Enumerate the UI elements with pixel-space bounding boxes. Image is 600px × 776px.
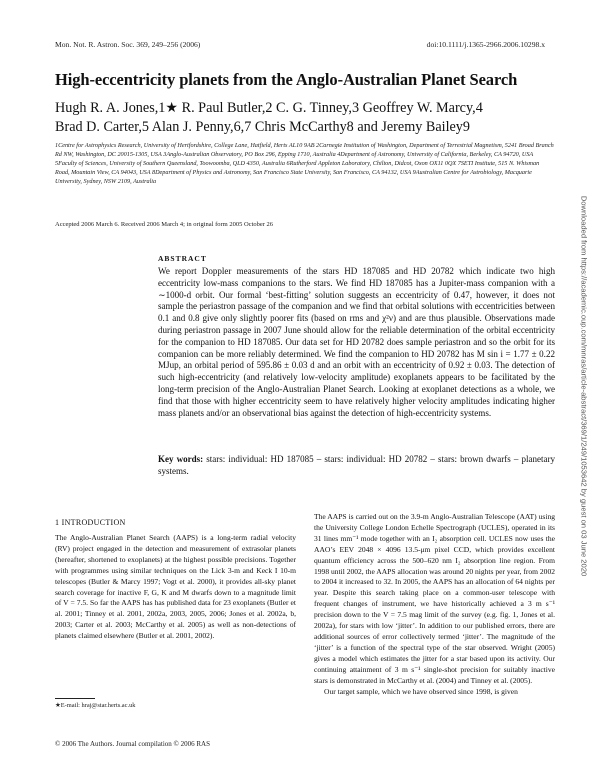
author-line-2: Brad D. Carter,5 Alan J. Penny,6,7 Chris McCarthy8 and Jeremy Bailey9 [55, 119, 470, 135]
section-heading-introduction: 1 INTRODUCTION [55, 518, 126, 527]
footnote-email: ★E-mail: hraj@star.herts.ac.uk [55, 702, 136, 709]
intro-column-1 [55, 533, 296, 642]
affiliations: 1Centre for Astrophysics Research, University of Hertfordshire, College Lane, Hatfield, Herts AL10 9AB 2Carnegie Institution of Washington, Department of Terrestrial Magnetism, 5241 Broad Branch Rd NW, Washington, DC 20015-1305, USA 3Anglo-Australian Observatory, PO Box 296, Epping 1710, Australia 4Department of Astronomy, University of California, Berkeley, CA 94720, USA 5Faculty of Sciences, University of Southern Queensland, Toowoomba, QLD 4350, Australia 6Rutherford Appleton Laboratory, Chilton, Didcot, Oxon OX11 0QX 7SETI Institute, 515 N. Whisman Road, Mountain View, CA 94043, USA 8Department of Physics and Astronomy, San Francisco State University, San Francisco, CA 94132, USA 9Australian Centre for Astrobiology, Macquarie University, Sydney, NSW 2109, Australia [55, 142, 554, 185]
doi: doi:10.1111/j.1365-2966.2006.10298.x [426, 40, 545, 49]
accepted-dates: Accepted 2006 March 6. Received 2006 March 4; in original form 2005 October 26 [55, 221, 274, 228]
keywords-text: stars: individual: HD 187085 – stars: individual: HD 20782 – stars: brown dwarfs – planetary systems. [158, 454, 555, 476]
intro-paragraph-2: The AAPS is carried out on the 3.9-m Anglo-Australian Telescope (AAT) using the University College London Echelle Spectrograph (UCLES), operated in its 31 lines mm⁻¹ mode together with an I₂ absorption cell. UCLES now uses the AAO’s EEV 2048 × 4096 13.5-μm pixel CCD, which provides excellent quantum efficiency across the 500–620 nm I₂ absorption line region. From 1998 until 2002, the AAPS allocation was around 20 nights per year, from 2002 to 2004 it increased to 32. In 2005, the AAPS has an allocation of 64 nights per year. Despite this search taking place on a common-user telescope with frequent changes of instrument, we have historically achieved a 3 m s⁻¹ precision down to the V = 7.5 mag limit of the survey (e.g. fig. 1, Jones et al. 2002a), for stars with low ‘jitter’. In addition to our published errors, there are additional sources of error collectively termed ‘jitter’. The magnitude of the ‘jitter’ is a function of the spectral type of the star observed. Wright (2005) gives a model which estimates the jitter for a star based upon its activity. Our continuing attainment of 3 m s⁻¹ single-shot precision for suitably inactive stars is demonstrated in McCarthy et al. (2004) and Tinney et al. (2005). [314, 512, 555, 685]
download-watermark-text: Downloaded from https://academic.oup.com/mnras/article-abstract/369/1/249/1053642 by guest on 03 June 2020 [579, 195, 589, 577]
author-line-1: Hugh R. A. Jones,1★ R. Paul Butler,2 C. G. Tinney,3 Geoffrey W. Marcy,4 [55, 100, 483, 116]
abstract-heading: ABSTRACT [158, 254, 207, 263]
intro-paragraph-1: The Anglo-Australian Planet Search (AAPS) is a long-term radial velocity (RV) project engaged in the detection and measurement of extrasolar planets (hereafter, shortened to exoplanets) at the highest possible precisions. Together with programmes using similar techniques on the Lick 3-m and Keck I 10-m telescopes (Butler & Marcy 1997; Vogt et al. 2000), it provides all-sky planet search coverage for inactive F, G, K and M dwarfs down to a magnitude limit of V = 7.5. So far the AAPS has has published data for 23 exoplanets (Butler et al. 2001; Tinney et al. 2001, 2002a, 2003, 2005, 2006; Jones et al. 2002a, b, 2003; Carter et al. 2003; McCarthy et al. 2005) as well as non-detections of planets claimed elsewhere (Butler et al. 2001, 2002). [55, 533, 296, 641]
journal-citation: Mon. Not. R. Astron. Soc. 369, 249–256 (2006) [55, 40, 201, 49]
keywords-label: Key words: [158, 454, 204, 464]
paper-title: High-eccentricity planets from the Anglo-Australian Planet Search [55, 70, 518, 89]
intro-paragraph-3: Our target sample, which we have observed since 1998, is given [324, 686, 518, 696]
intro-column-2 [314, 512, 555, 697]
author-list [55, 99, 555, 137]
copyright-notice: © 2006 The Authors. Journal compilation © 2006 RAS [55, 740, 210, 748]
keywords [158, 454, 555, 478]
footnote-rule [55, 698, 95, 699]
abstract-text: We report Doppler measurements of the stars HD 187085 and HD 20782 which indicate two high eccentricity low-mass companions to the stars. We find HD 187085 has a Jupiter-mass companion with a ∼1000-d orbit. Our formal ‘best-fitting’ solution suggests an eccentricity of 0.47, however, it does not sample the periastron passage of the companion and we find that orbital solutions with eccentricities between 0.1 and 0.8 give only slightly poorer fits (based on rms and χ²ν) and are thus plausible. Observations made during periastron passage in 2007 June should allow for the reliable determination of the orbital eccentricity for the companion to HD 187085. Our data set for HD 20782 does sample periastron and so the orbit for its companion can be more reliably determined. We find the companion to HD 20782 has M sin i = 1.77 ± 0.22 MJup, an orbital period of 595.86 ± 0.03 d and an orbit with an eccentricity of 0.92 ± 0.03. The detection of such high-eccentricity (and relatively low-velocity amplitude) exoplanets appears to be facilitated by the long-term precision of the Anglo-Australian Planet Search. Looking at exoplanet detections as a whole, we find that those with higher eccentricity seem to have relatively higher velocity amplitudes indicating higher mass planets and/or an observational bias against the detection of high-eccentricity systems. [158, 266, 555, 418]
